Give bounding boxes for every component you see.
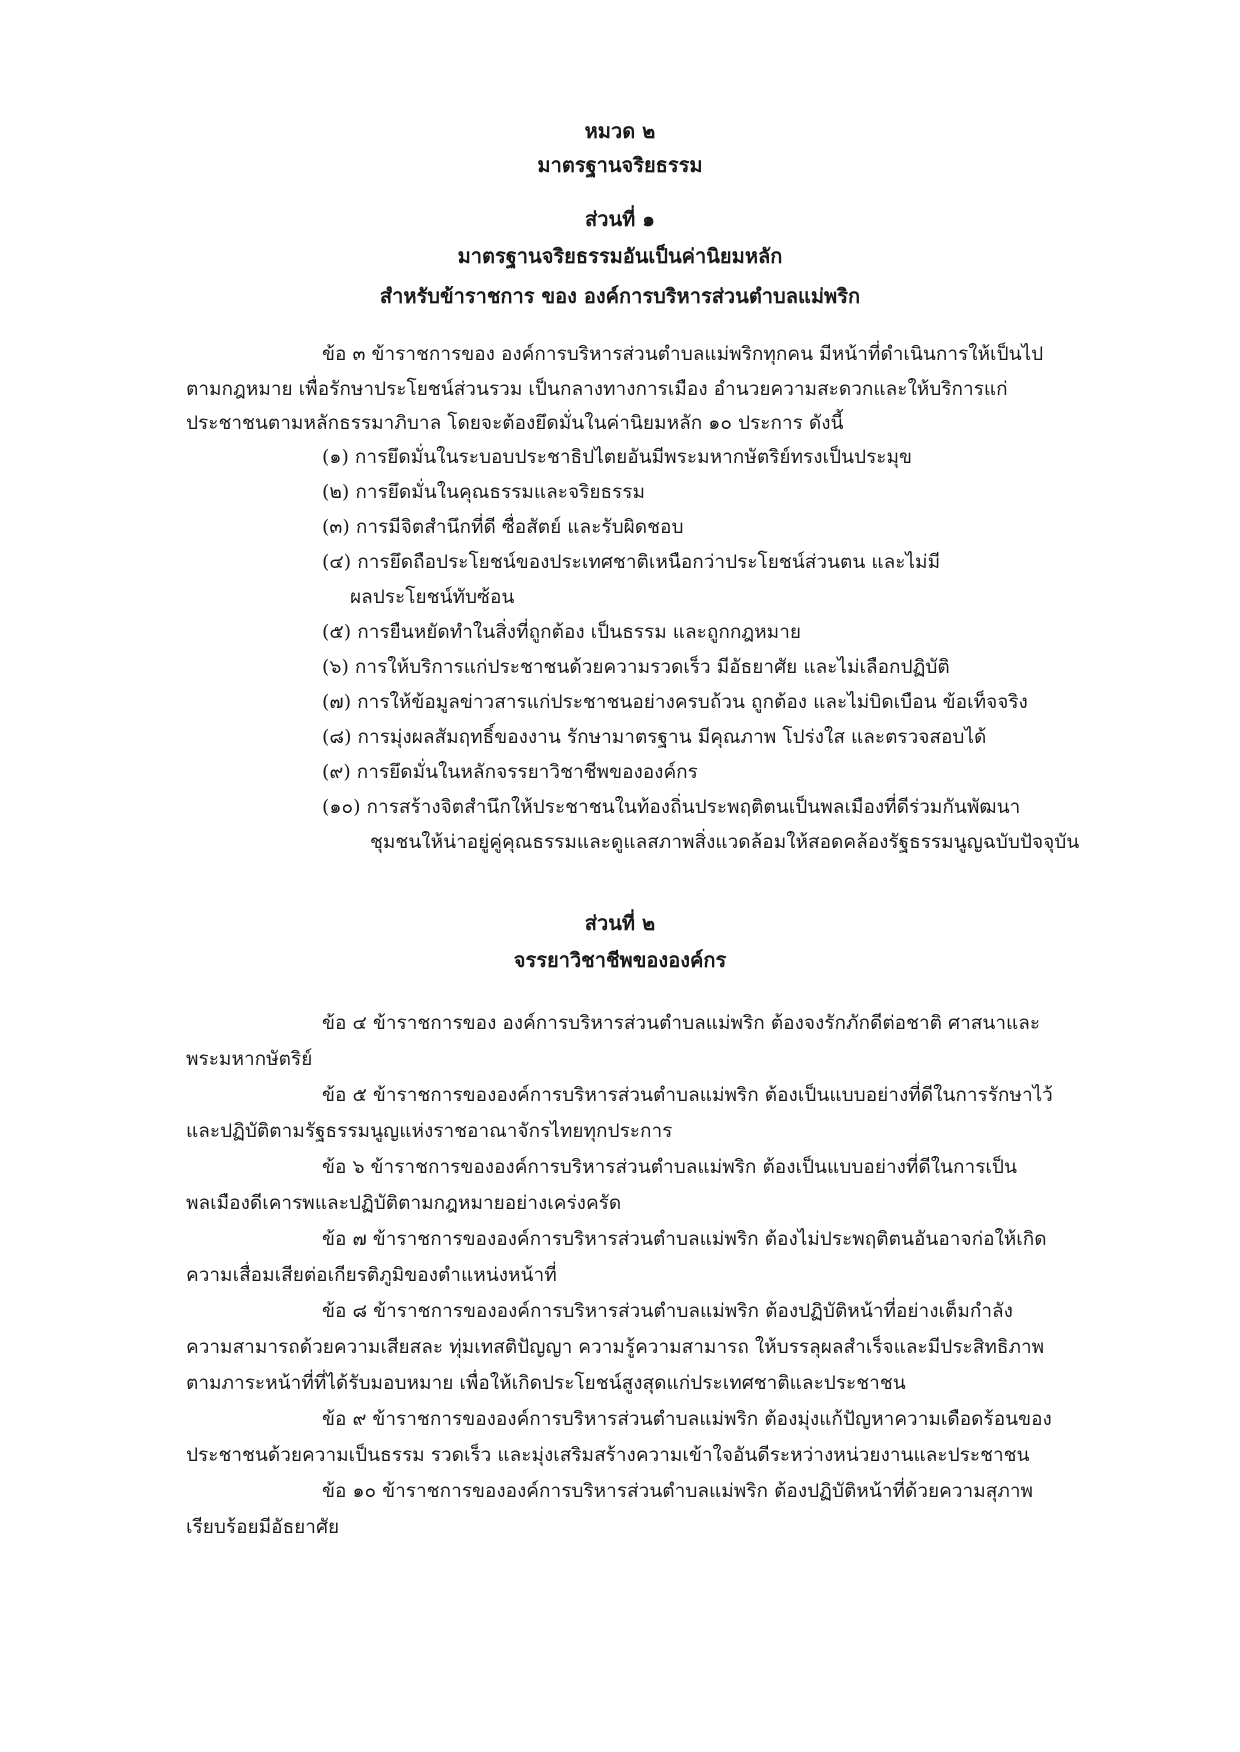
clause-line: ข้อ ๗ ข้าราชการขององค์การบริหารส่วนตำบลแม่พริก ต้องไม่ประพฤติตนอันอาจก่อให้เกิด (322, 1228, 1047, 1250)
clause-line: ข้อ ๙ ข้าราชการขององค์การบริหารส่วนตำบลแม่พริก ต้องมุ่งแก้ปัญหาความเดือดร้อนของ (322, 1408, 1052, 1430)
clause-line: เรียบร้อยมีอัธยาศัย (186, 1516, 340, 1538)
value-item-continuation: ผลประโยชน์ทับซ้อน (350, 586, 515, 608)
clause-line: พระมหากษัตริย์ (186, 1048, 313, 1070)
clause3-line2: ตามกฎหมาย เพื่อรักษาประโยชน์ส่วนรวม เป็นกลางทางการเมือง อำนวยความสะดวกและให้บริการแก่ (186, 378, 1008, 400)
clause-line: และปฏิบัติตามรัฐธรรมนูญแห่งราชอาณาจักรไทยทุกประการ (186, 1120, 673, 1142)
clause-line: ข้อ ๕ ข้าราชการขององค์การบริหารส่วนตำบลแม่พริก ต้องเป็นแบบอย่างที่ดีในการรักษาไว้ (322, 1084, 1053, 1106)
clause-line: ตามภาระหน้าที่ที่ได้รับมอบหมาย เพื่อให้เกิดประโยชน์สูงสุดแก่ประเทศชาติและประชาชน (186, 1372, 906, 1394)
part1-title-line1: มาตรฐานจริยธรรมอันเป็นค่านิยมหลัก (457, 244, 783, 268)
value-item: (๑) การยึดมั่นในระบอบประชาธิปไตยอันมีพระมหากษัตริย์ทรงเป็นประมุข (322, 446, 913, 468)
chapter-title: มาตรฐานจริยธรรม (537, 153, 703, 177)
value-item: (๕) การยืนหยัดทำในสิ่งที่ถูกต้อง เป็นธรรม และถูกกฎหมาย (322, 621, 801, 643)
clause-line: ข้อ ๘ ข้าราชการขององค์การบริหารส่วนตำบลแม่พริก ต้องปฏิบัติหน้าที่อย่างเต็มกำลัง (322, 1300, 1013, 1322)
value-item-continuation: ชุมชนให้น่าอยู่คู่คุณธรรมและดูแลสภาพสิ่งแวดล้อมให้สอดคล้องรัฐธรรมนูญฉบับปัจจุบัน (370, 831, 1080, 853)
clause-line: พลเมืองดีเคารพและปฏิบัติตามกฎหมายอย่างเคร่งครัด (186, 1192, 622, 1214)
clause-line: ประชาชนด้วยความเป็นธรรม รวดเร็ว และมุ่งเสริมสร้างความเข้าใจอันดีระหว่างหน่วยงานและประชาชน (186, 1444, 1030, 1466)
chapter-label: หมวด ๒ (584, 119, 656, 143)
clause-line: ข้อ ๔ ข้าราชการของ องค์การบริหารส่วนตำบลแม่พริก ต้องจงรักภักดีต่อชาติ ศาสนาและ (322, 1012, 1041, 1034)
value-item: (๔) การยึดถือประโยชน์ของประเทศชาติเหนือกว่าประโยชน์ส่วนตน และไม่มี (322, 551, 941, 573)
clause-line: ความเสื่อมเสียต่อเกียรติภูมิของตำแหน่งหน้าที่ (186, 1264, 557, 1286)
value-item: (๙) การยึดมั่นในหลักจรรยาวิชาชีพขององค์กร (322, 761, 698, 783)
clause3-line3: ประชาชนตามหลักธรรมาภิบาล โดยจะต้องยึดมั่นในค่านิยมหลัก ๑๐ ประการ ดังนี้ (186, 412, 844, 434)
value-item: (๗) การให้ข้อมูลข่าวสารแก่ประชาชนอย่างครบถ้วน ถูกต้อง และไม่บิดเบือน ข้อเท็จจริง (322, 691, 1028, 713)
clause3-line1: ข้อ ๓ ข้าราชการของ องค์การบริหารส่วนตำบลแม่พริกทุกคน มีหน้าที่ดำเนินการให้เป็นไป (322, 343, 1044, 365)
value-item: (๖) การให้บริการแก่ประชาชนด้วยความรวดเร็ว มีอัธยาศัย และไม่เลือกปฏิบัติ (322, 656, 950, 678)
part2-title: จรรยาวิชาชีพขององค์กร (513, 948, 727, 972)
part2-label: ส่วนที่ ๒ (584, 911, 656, 935)
value-item: (๒) การยึดมั่นในคุณธรรมและจริยธรรม (322, 481, 645, 503)
value-item: (๓) การมีจิตสำนึกที่ดี ซื่อสัตย์ และรับผิดชอบ (322, 516, 684, 538)
clause-line: ข้อ ๖ ข้าราชการขององค์การบริหารส่วนตำบลแม่พริก ต้องเป็นแบบอย่างที่ดีในการเป็น (322, 1156, 1017, 1178)
part1-label: ส่วนที่ ๑ (585, 207, 655, 231)
clause-line: ข้อ ๑๐ ข้าราชการขององค์การบริหารส่วนตำบลแม่พริก ต้องปฏิบัติหน้าที่ด้วยความสุภาพ (322, 1480, 1034, 1502)
value-item: (๘) การมุ่งผลสัมฤทธิ์ของงาน รักษามาตรฐาน มีคุณภาพ โปร่งใส และตรวจสอบได้ (322, 726, 987, 748)
value-item: (๑๐) การสร้างจิตสำนึกให้ประชาชนในท้องถิ่นประพฤติตนเป็นพลเมืองที่ดีร่วมกันพัฒนา (322, 796, 1021, 818)
part1-title-line2: สำหรับข้าราชการ ของ องค์การบริหารส่วนตำบลแม่พริก (379, 284, 861, 308)
clause-line: ความสามารถด้วยความเสียสละ ทุ่มเทสติปัญญา ความรู้ความสามารถ ให้บรรลุผลสำเร็จและมีประสิทธิภาพ (186, 1336, 1045, 1358)
